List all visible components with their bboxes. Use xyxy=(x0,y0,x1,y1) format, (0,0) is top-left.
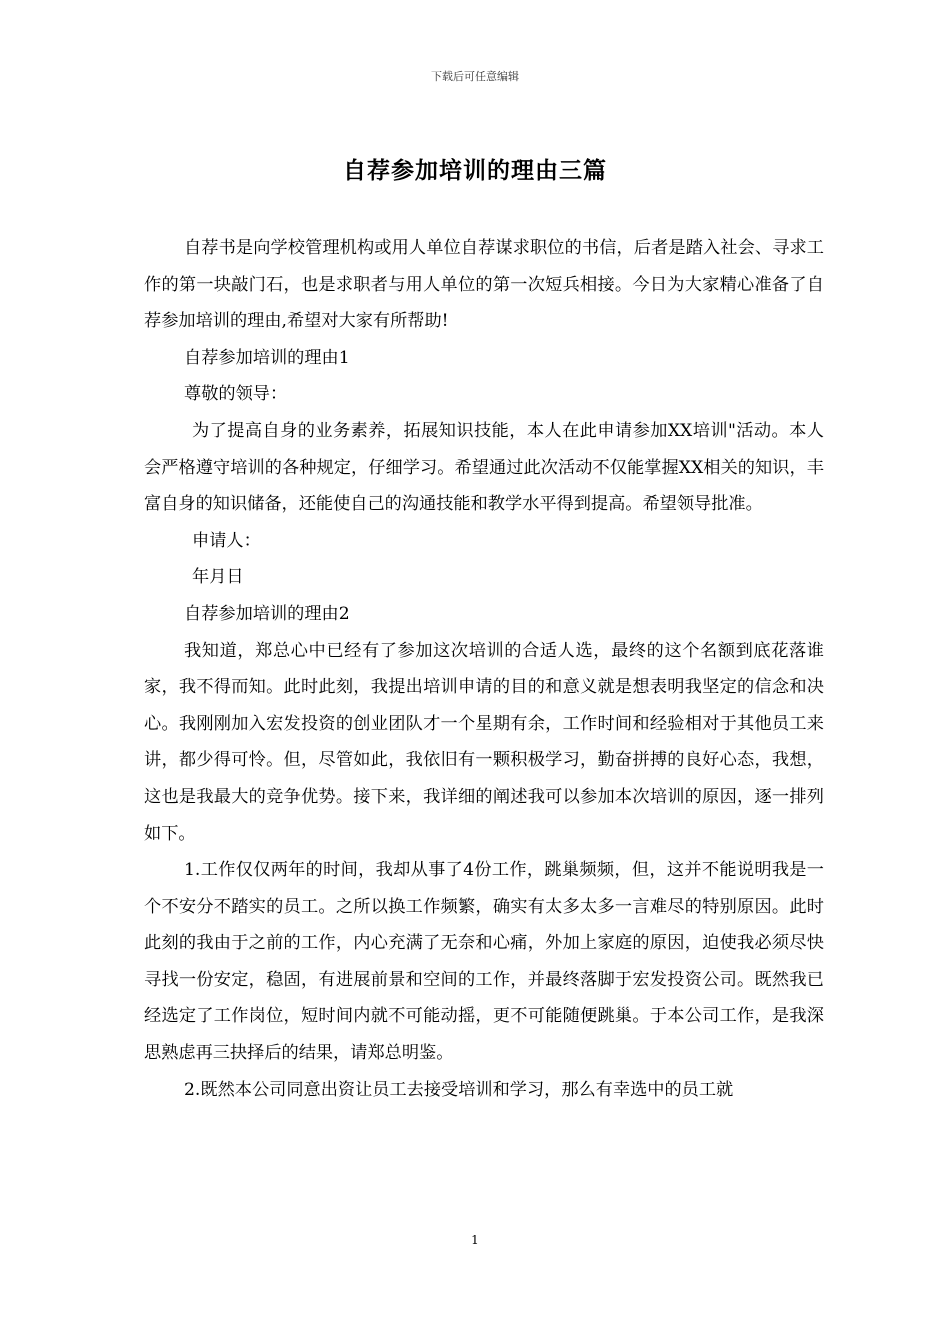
section-heading-1: 自荐参加培训的理由1 xyxy=(184,347,350,368)
page-number: 1 xyxy=(471,1233,479,1247)
document-body xyxy=(144,230,824,1108)
applicant-line: 申请人： xyxy=(192,530,261,551)
header-note: 下载后可任意编辑 xyxy=(431,70,519,83)
body-paragraph: 为了提高自身的业务素养，拓展知识技能，本人在此申请参加XX培训"活动。本人会严格遵守培训的各种规定，仔细学习。希望通过此次活动不仅能掌握XX相关的知识，丰富自身的知识储备，还能使自己的沟通技能和教学水平得到提高。希望领导批准。 xyxy=(144,420,824,515)
salutation: 尊敬的领导： xyxy=(184,384,288,405)
date-line: 年月日 xyxy=(192,567,244,588)
numbered-paragraph: 1.工作仅仅两年的时间，我却从事了4份工作，跳巢频频，但，这并不能说明我是一个不安分不踏实的员工。之所以换工作频繁，确实有太多太多一言难尽的特别原因。此时此刻的我由于之前的工作，内心充满了无奈和心痛，外加上家庭的原因，迫使我必须尽快寻找一份安定，稳固，有进展前景和空间的工作，并最终落脚于宏发投资公司。既然我已经选定了工作岗位，短时间内就不可能动摇，更不可能随便跳巢。于本公司工作，是我深思熟虑再三抉择后的结果，请郑总明鉴。 xyxy=(144,860,824,1064)
intro-paragraph: 自荐书是向学校管理机构或用人单位自荐谋求职位的书信，后者是踏入社会、寻求工作的第一块敲门石，也是求职者与用人单位的第一次短兵相接。今日为大家精心准备了自荐参加培训的理由,希望对大家有所帮助! xyxy=(144,238,824,332)
section-heading-2: 自荐参加培训的理由2 xyxy=(184,603,350,624)
document-title: 自荐参加培训的理由三篇 xyxy=(343,158,607,184)
numbered-paragraph: 2.既然本公司同意出资让员工去接受培训和学习，那么有幸选中的员工就 xyxy=(184,1079,734,1100)
body-paragraph: 我知道，郑总心中已经有了参加这次培训的合适人选，最终的这个名额到底花落谁家，我不得而知。此时此刻，我提出培训申请的目的和意义就是想表明我坚定的信念和决心。我刚刚加入宏发投资的创业团队才一个星期有余，工作时间和经验相对于其他员工来讲，都少得可怜。但，尽管如此，我依旧有一颗积极学习，勤奋拼搏的良好心态，我想，这也是我最大的竞争优势。接下来，我详细的阐述我可以参加本次培训的原因，逐一排列如下。 xyxy=(144,640,824,844)
